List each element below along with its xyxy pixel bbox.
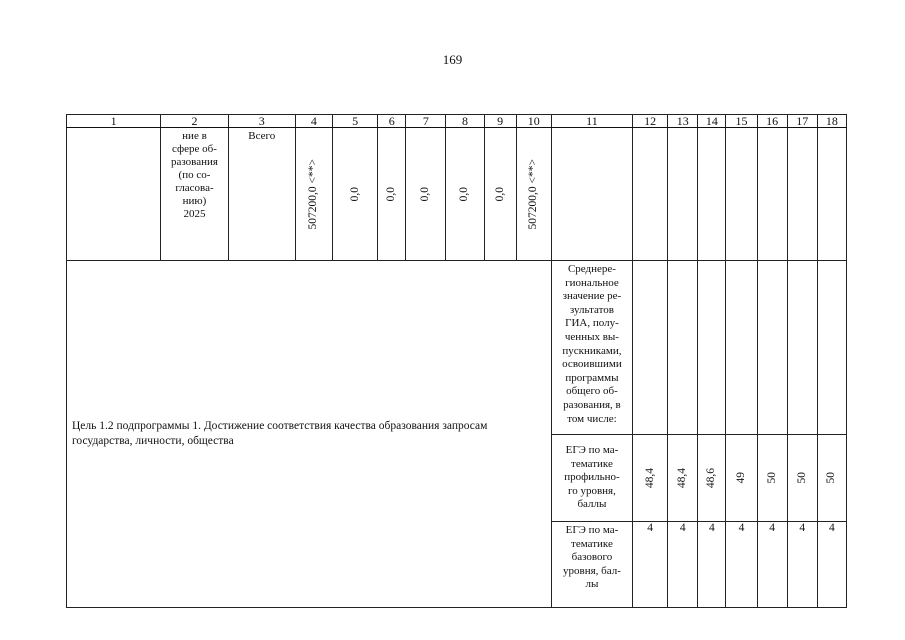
indicator-row xyxy=(67,261,847,435)
indicator-value: 4 xyxy=(698,522,726,608)
funding-value: 0,0 xyxy=(385,186,398,202)
header-cell: 9 xyxy=(484,115,516,128)
funding-cell xyxy=(446,128,484,261)
indicator-value xyxy=(817,261,846,435)
header-cell: 11 xyxy=(551,115,632,128)
indicator-line: значение ре- xyxy=(562,290,622,303)
goal-line: государства, личности, общества xyxy=(72,435,234,447)
goal-line: Цель 1.2 подпрограммы 1. Достижение соответствия качества образования запросам xyxy=(72,420,488,432)
empty-cell xyxy=(668,128,698,261)
indicator-name xyxy=(551,261,632,435)
executor-text xyxy=(161,128,228,261)
executor-line: 2025 xyxy=(183,208,206,220)
indicator-value: 48,6 xyxy=(705,467,718,489)
empty-cell xyxy=(698,128,726,261)
header-row xyxy=(67,115,847,128)
executor-line: нию) xyxy=(182,195,207,207)
value-cell xyxy=(633,435,668,522)
data-table xyxy=(66,114,847,608)
indicator-line: тематике xyxy=(571,457,613,470)
indicator-line: ЕГЭ по ма- xyxy=(565,444,619,457)
indicator-value xyxy=(698,261,726,435)
value-cell xyxy=(698,435,726,522)
indicator-name xyxy=(551,435,632,522)
executor-line: разования xyxy=(171,156,218,168)
indicator-line: ченных вы- xyxy=(564,330,619,343)
indicator-value xyxy=(726,261,757,435)
funding-value: 0,0 xyxy=(419,186,432,202)
funding-cell xyxy=(333,128,378,261)
indicator-line: зультатов xyxy=(569,303,614,316)
empty-cell xyxy=(817,128,846,261)
empty-cell xyxy=(633,128,668,261)
indicator-value: 48,4 xyxy=(676,467,689,489)
indicator-line: профильно- xyxy=(564,471,620,484)
indicator-line: ГИА, полу- xyxy=(565,317,619,330)
indicator-line: освоившими xyxy=(562,358,622,371)
indicator-line: баллы xyxy=(577,498,607,511)
empty-cell xyxy=(67,128,161,261)
header-cell: 12 xyxy=(633,115,668,128)
funding-cell xyxy=(484,128,516,261)
funding-value: 0,0 xyxy=(493,186,506,202)
indicator-value xyxy=(757,261,787,435)
executor-line: ние в xyxy=(182,130,207,142)
funding-source: Всего xyxy=(228,128,295,261)
indicator-value xyxy=(668,261,698,435)
goal-cell xyxy=(67,261,552,608)
executor-line: сфере об- xyxy=(172,143,217,155)
funding-cell xyxy=(516,128,551,261)
indicator-value: 4 xyxy=(817,522,846,608)
header-cell: 3 xyxy=(228,115,295,128)
indicator-value: 4 xyxy=(726,522,757,608)
indicator-line: ЕГЭ по ма- xyxy=(565,524,619,536)
header-cell: 10 xyxy=(516,115,551,128)
indicator-line: пускниками, xyxy=(562,344,622,357)
funding-cell xyxy=(406,128,446,261)
page-number: 169 xyxy=(442,52,463,67)
indicator-value: 4 xyxy=(757,522,787,608)
funding-cell xyxy=(378,128,406,261)
indicator-value xyxy=(633,261,668,435)
header-cell: 6 xyxy=(378,115,406,128)
empty-cell xyxy=(726,128,757,261)
indicator-value: 50 xyxy=(795,472,808,484)
header-cell: 14 xyxy=(698,115,726,128)
year-funding: 507200,0 <**> xyxy=(527,158,540,230)
indicator-line: Среднере- xyxy=(567,263,616,275)
indicator-line: уровня, бал- xyxy=(563,564,621,577)
indicator-line: разования, в xyxy=(563,398,621,411)
indicator-value: 4 xyxy=(787,522,817,608)
header-cell: 15 xyxy=(726,115,757,128)
value-cell xyxy=(817,435,846,522)
executor-line: (по со- xyxy=(178,169,211,181)
header-cell: 13 xyxy=(668,115,698,128)
executor-line: гласова- xyxy=(175,182,214,194)
indicator-line: базового xyxy=(571,551,613,564)
indicator-line: гиональное xyxy=(565,276,619,289)
indicator-line: том числе: xyxy=(567,412,617,425)
empty-cell xyxy=(551,128,632,261)
indicator-value: 4 xyxy=(633,522,668,608)
header-cell: 17 xyxy=(787,115,817,128)
total-funding-cell xyxy=(295,128,332,261)
header-cell: 18 xyxy=(817,115,846,128)
indicator-line: тематике xyxy=(571,537,613,550)
header-cell: 4 xyxy=(295,115,332,128)
indicator-value: 50 xyxy=(825,472,838,484)
indicator-value xyxy=(787,261,817,435)
header-cell: 5 xyxy=(333,115,378,128)
funding-row xyxy=(67,128,847,261)
indicator-line: программы xyxy=(565,371,619,384)
indicator-line: лы xyxy=(585,578,599,591)
value-cell xyxy=(787,435,817,522)
header-cell: 1 xyxy=(67,115,161,128)
empty-cell xyxy=(787,128,817,261)
header-cell: 7 xyxy=(406,115,446,128)
value-cell xyxy=(757,435,787,522)
header-cell: 8 xyxy=(446,115,484,128)
indicator-value: 49 xyxy=(734,472,747,484)
indicator-value: 48,4 xyxy=(643,467,656,489)
indicator-line: общего об- xyxy=(566,385,618,398)
funding-value: 0,0 xyxy=(348,186,361,202)
indicator-name xyxy=(551,522,632,608)
header-cell: 16 xyxy=(757,115,787,128)
indicator-line: го уровня, xyxy=(567,484,616,497)
indicator-value: 50 xyxy=(765,472,778,484)
value-cell xyxy=(668,435,698,522)
indicator-value: 4 xyxy=(668,522,698,608)
empty-cell xyxy=(757,128,787,261)
total-funding: 507200,0 <**> xyxy=(307,158,320,230)
header-cell: 2 xyxy=(161,115,228,128)
funding-value: 0,0 xyxy=(458,186,471,202)
value-cell xyxy=(726,435,757,522)
